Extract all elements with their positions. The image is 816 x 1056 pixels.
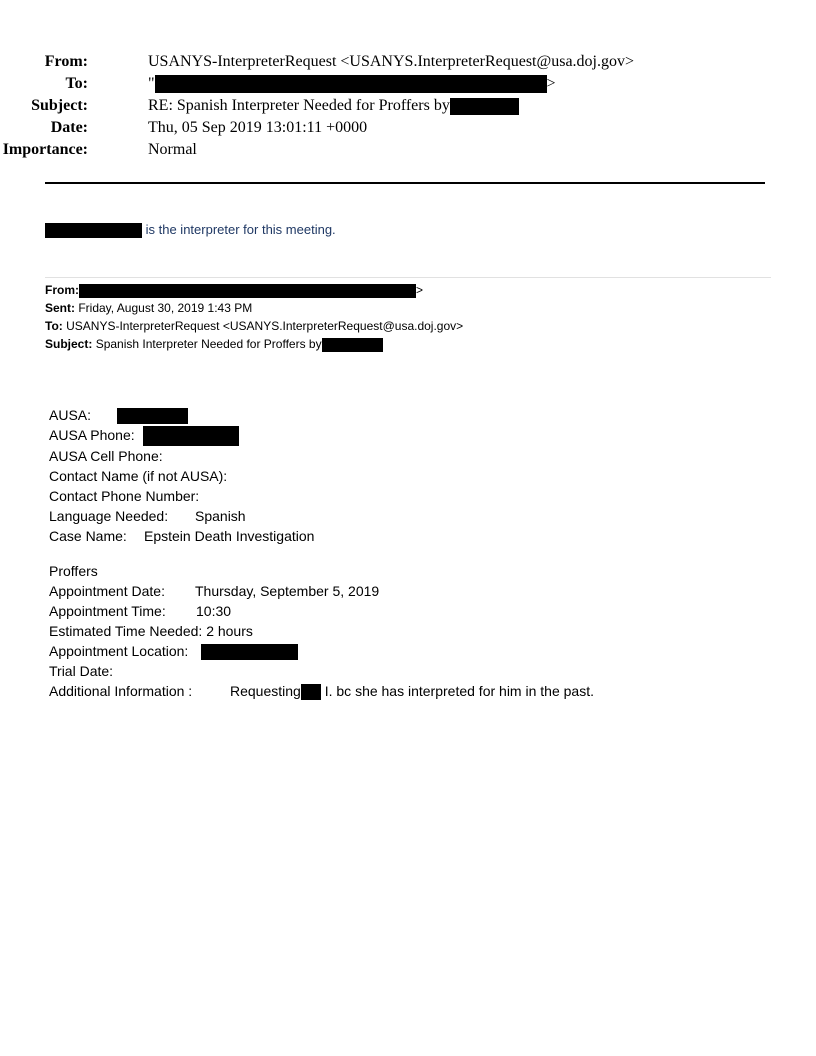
forwarded-from-label: From: bbox=[45, 283, 79, 297]
form-additional-label: Additional Information : bbox=[49, 683, 193, 699]
form-appt-date-row bbox=[49, 581, 594, 601]
form-section-title: Proffers bbox=[49, 563, 98, 579]
header-subject-row bbox=[0, 97, 760, 119]
form-ausa-phone-row bbox=[49, 425, 314, 446]
header-to-label: To: bbox=[65, 75, 88, 92]
redaction-block bbox=[117, 408, 188, 424]
form-language-label: Language Needed: bbox=[49, 508, 169, 525]
forwarded-from-suffix: > bbox=[416, 283, 424, 297]
header-importance-value: Normal bbox=[148, 141, 197, 158]
forwarded-from-row bbox=[45, 281, 463, 299]
form-case-value: Epstein Death Investigation bbox=[144, 528, 315, 545]
form-contact-phone-label: Contact Phone Number: bbox=[49, 488, 200, 505]
form-appt-date-value: Thursday, September 5, 2019 bbox=[195, 583, 380, 599]
form-appt-location-row bbox=[49, 641, 594, 661]
redaction-block bbox=[450, 98, 519, 115]
forwarded-header bbox=[45, 281, 463, 353]
header-from-row bbox=[0, 53, 760, 75]
header-date-row bbox=[0, 119, 760, 141]
header-date-label: Date: bbox=[50, 119, 88, 136]
forwarded-to-row bbox=[45, 317, 463, 335]
forwarded-subject-label: Subject: bbox=[45, 337, 93, 351]
forward-divider bbox=[45, 277, 771, 278]
form-ausa-row bbox=[49, 405, 314, 425]
forwarded-to-label: To: bbox=[45, 319, 63, 333]
request-form-appointment bbox=[49, 561, 594, 701]
form-appt-time-label: Appointment Time: bbox=[49, 603, 166, 619]
form-trial-date-label: Trial Date: bbox=[49, 663, 114, 679]
redaction-block bbox=[301, 684, 321, 700]
form-contact-phone-row bbox=[49, 486, 314, 506]
header-divider bbox=[45, 182, 765, 184]
header-importance-row bbox=[0, 141, 760, 163]
form-additional-row bbox=[49, 681, 594, 701]
redaction-block bbox=[201, 644, 298, 660]
header-subject-label: Subject: bbox=[31, 97, 88, 114]
form-case-label: Case Name: bbox=[49, 528, 127, 545]
header-to-suffix: > bbox=[546, 75, 556, 92]
form-additional-prefix: Requesting bbox=[230, 683, 301, 699]
form-trial-date-row bbox=[49, 661, 594, 681]
redaction-block bbox=[143, 426, 239, 446]
reply-text: is the interpreter for this meeting. bbox=[145, 222, 336, 237]
forwarded-sent-label: Sent: bbox=[45, 301, 75, 315]
redaction-block bbox=[79, 284, 416, 298]
forwarded-sent-row bbox=[45, 299, 463, 317]
form-appt-time-row bbox=[49, 601, 594, 621]
header-subject-value bbox=[148, 97, 519, 115]
forwarded-sent-value: Friday, August 30, 2019 1:43 PM bbox=[78, 301, 253, 315]
header-date-value: Thu, 05 Sep 2019 13:01:11 +0000 bbox=[148, 119, 368, 136]
redaction-block bbox=[322, 338, 383, 352]
request-form-contact bbox=[49, 405, 314, 546]
form-additional-suffix: I. bc she has interpreted for him in the past. bbox=[324, 683, 594, 699]
forwarded-to-value: USANYS-InterpreterRequest <USANYS.InterpreterRequest@usa.doj.gov> bbox=[66, 319, 464, 333]
form-case-row bbox=[49, 526, 314, 546]
form-ausa-label: AUSA: bbox=[49, 407, 92, 423]
header-from-label: From: bbox=[44, 53, 88, 70]
form-ausa-phone-label: AUSA Phone: bbox=[49, 427, 135, 443]
header-subject-text: RE: Spanish Interpreter Needed for Proffers by bbox=[148, 97, 450, 114]
form-ausa-cell-row bbox=[49, 446, 314, 466]
form-ausa-cell-label: AUSA Cell Phone: bbox=[49, 448, 163, 465]
form-appt-time-value: 10:30 bbox=[196, 603, 232, 619]
forwarded-subject-row bbox=[45, 335, 463, 353]
form-est-time-value: 2 hours bbox=[206, 623, 253, 639]
header-to-prefix: " bbox=[148, 75, 155, 92]
header-to-value bbox=[148, 75, 556, 93]
form-est-time-label: Estimated Time Needed: bbox=[49, 623, 203, 639]
form-language-row bbox=[49, 506, 314, 526]
form-appt-location-label: Appointment Location: bbox=[49, 643, 189, 659]
forwarded-subject-value: Spanish Interpreter Needed for Proffers by bbox=[95, 337, 322, 351]
reply-body bbox=[45, 222, 336, 238]
form-contact-name-row bbox=[49, 466, 314, 486]
redaction-block bbox=[155, 75, 547, 93]
header-importance-label: Importance: bbox=[2, 141, 88, 158]
redaction-block bbox=[45, 223, 142, 238]
header-to-row bbox=[0, 75, 760, 97]
form-est-time-row bbox=[49, 621, 594, 641]
header-from-value: USANYS-InterpreterRequest <USANYS.InterpreterRequest@usa.doj.gov> bbox=[148, 53, 635, 70]
form-language-value: Spanish bbox=[195, 508, 246, 525]
form-appt-date-label: Appointment Date: bbox=[49, 583, 165, 599]
form-contact-name-label: Contact Name (if not AUSA): bbox=[49, 468, 228, 485]
